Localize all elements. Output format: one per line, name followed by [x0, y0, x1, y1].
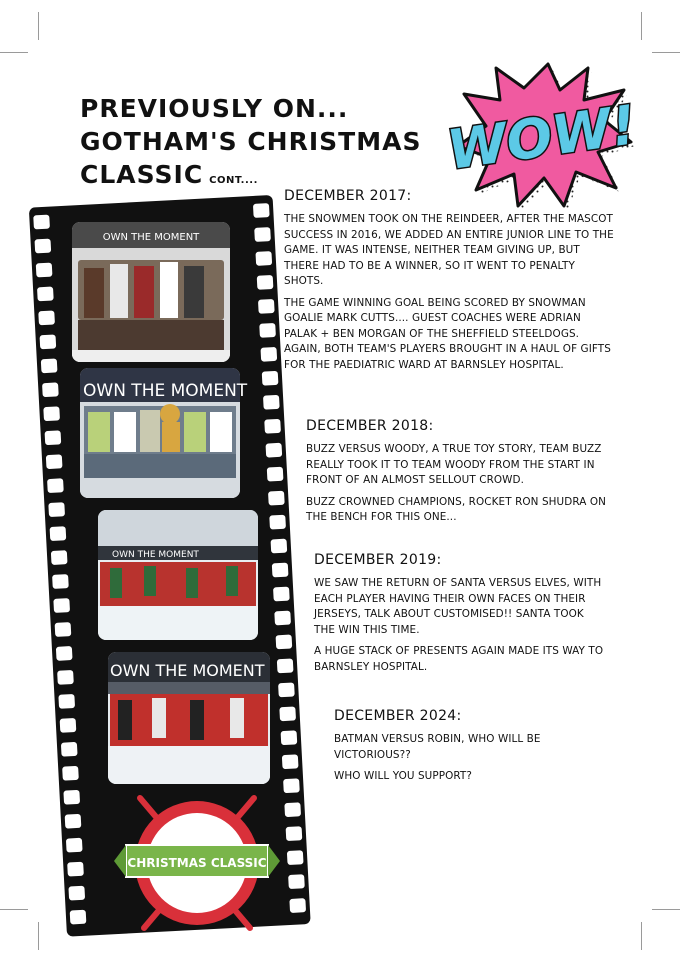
sprocket-hole: [63, 790, 80, 805]
wow-text: WOW!: [443, 93, 640, 182]
sprocket-hole: [67, 862, 84, 877]
title-line-3: CLASSIC: [80, 160, 204, 189]
sprocket-hole: [33, 215, 50, 230]
sprocket-hole: [70, 910, 87, 925]
sprocket-hole: [289, 898, 306, 913]
section-december-2019: [314, 552, 606, 681]
sprocket-hole: [47, 478, 64, 493]
section-heading: DECEMBER 2018:: [306, 418, 434, 434]
sprocket-hole: [269, 515, 286, 530]
sprocket-hole: [60, 718, 77, 733]
sprocket-hole: [274, 611, 291, 626]
sprocket-hole: [57, 670, 74, 685]
sprocket-hole: [48, 502, 65, 517]
crop-mark: [0, 909, 28, 910]
sprocket-hole: [283, 778, 300, 793]
section-paragraph: BUZZ VERSUS WOODY, A TRUE TOY STORY, TEAM BUZZ REALLY TOOK IT TO TEAM WOODY FROM THE START IN FRONT OF AN ALMOST SELLOUT CROWD.: [306, 443, 602, 486]
crop-mark: [38, 922, 39, 950]
sprocket-hole: [284, 802, 301, 817]
sprocket-hole: [50, 526, 67, 541]
photo-frame-2017: [72, 222, 230, 362]
sprocket-hole: [260, 347, 277, 362]
sprocket-hole: [255, 251, 272, 266]
section-december-2024: [334, 708, 554, 791]
sprocket-hole: [62, 766, 79, 781]
sprocket-hole: [258, 299, 275, 314]
sprocket-hole: [288, 874, 305, 889]
crop-mark: [38, 12, 39, 40]
crop-mark: [641, 922, 642, 950]
sprocket-hole: [45, 430, 62, 445]
continued-label: CONT....: [209, 175, 258, 186]
section-paragraph: A HUGE STACK OF PRESENTS AGAIN MADE ITS WAY TO BARNSLEY HOSPITAL.: [314, 645, 604, 673]
photo-banner: OWN THE MOMENT: [112, 550, 199, 560]
sprocket-hole: [287, 850, 304, 865]
page-title: [80, 92, 421, 197]
sprocket-hole: [273, 587, 290, 602]
sprocket-hole: [253, 203, 270, 218]
sprocket-hole: [277, 658, 294, 673]
sprocket-hole: [262, 371, 279, 386]
crop-mark: [652, 909, 680, 910]
section-paragraph: THE GAME WINNING GOAL BEING SCORED BY SNOWMAN GOALIE MARK CUTTS.... GUEST COACHES WERE ADRIAN PALAK + BEN MORGAN OF THE SHEFFIELD STEELDOGS. AGAIN, BOTH TEAM'S PLAYERS BROUGHT IN A HAUL OF GIFTS FOR THE PAEDIATRIC WARD AT BARNSLEY HOSPITAL.: [284, 296, 611, 371]
section-december-2018: [306, 418, 606, 532]
sprocket-hole: [61, 742, 78, 757]
sprocket-hole: [65, 814, 82, 829]
photo-banner: OWN THE MOMENT: [110, 661, 265, 680]
sprocket-hole: [51, 550, 68, 565]
sprocket-hole: [264, 419, 281, 434]
photo-banner: OWN THE MOMENT: [102, 232, 200, 243]
sprocket-hole: [271, 539, 288, 554]
sprocket-hole: [55, 622, 72, 637]
sprocket-hole: [257, 275, 274, 290]
sprocket-hole: [46, 454, 63, 469]
crop-mark: [652, 52, 680, 53]
sprocket-hole: [42, 382, 59, 397]
sprocket-hole: [267, 467, 284, 482]
sprocket-hole: [263, 395, 280, 410]
sprocket-hole: [40, 334, 57, 349]
section-december-2017: [284, 188, 616, 379]
sprocket-hole: [259, 323, 276, 338]
sprocket-hole: [53, 598, 70, 613]
photo-frame-2024: [108, 652, 270, 784]
sprocket-hole: [43, 406, 60, 421]
section-heading: DECEMBER 2019:: [314, 552, 442, 568]
title-line-1: PREVIOUSLY ON...: [80, 94, 349, 123]
sprocket-hole: [272, 563, 289, 578]
section-heading: DECEMBER 2017:: [284, 188, 412, 204]
sprocket-hole: [279, 706, 296, 721]
section-paragraph: BATMAN VERSUS ROBIN, WHO WILL BE VICTORIOUS??: [334, 733, 541, 761]
sprocket-hole: [281, 730, 298, 745]
sprocket-hole: [58, 694, 75, 709]
sprocket-hole: [278, 682, 295, 697]
sprocket-hole: [268, 491, 285, 506]
crop-mark: [0, 52, 28, 53]
sprocket-hole: [37, 287, 54, 302]
sprocket-hole: [68, 886, 85, 901]
sprocket-hole: [282, 754, 299, 769]
sprocket-hole: [41, 358, 58, 373]
photo-frame-2019: [98, 510, 258, 640]
section-paragraph: WHO WILL YOU SUPPORT?: [334, 770, 472, 782]
photo-frame-2018: [80, 368, 248, 498]
sprocket-hole: [265, 443, 282, 458]
section-paragraph: WE SAW THE RETURN OF SANTA VERSUS ELVES, WITH EACH PLAYER HAVING THEIR OWN FACES ON THEIR JERSEYS, TALK ABOUT CUSTOMISED!! SANTA TOOK THE WIN THIS TIME.: [314, 577, 602, 636]
logo-text: CHRISTMAS CLASSIC: [127, 856, 267, 870]
section-paragraph: THE SNOWMEN TOOK ON THE REINDEER, AFTER THE MASCOT SUCCESS IN 2016, WE ADDED AN ENTIRE JUNIOR LINE TO THE GAME. IT WAS INTENSE, NEITHER TEAM GIVING UP, BUT THERE HAD TO BE A WINNER, SO IT WENT TO PENALTY SHOTS.: [284, 213, 614, 287]
sprocket-hole: [52, 574, 69, 589]
sprocket-hole: [66, 838, 83, 853]
photo-banner: OWN THE MOMENT: [83, 381, 248, 401]
sprocket-hole: [276, 635, 293, 650]
sprocket-hole: [34, 239, 51, 254]
crop-mark: [641, 12, 642, 40]
title-line-2: GOTHAM'S CHRISTMAS: [80, 127, 422, 156]
sprocket-hole: [38, 310, 55, 325]
sprocket-hole: [254, 227, 271, 242]
section-paragraph: BUZZ CROWNED CHAMPIONS, ROCKET RON SHUDRA ON THE BENCH FOR THIS ONE...: [306, 495, 607, 523]
sprocket-hole: [36, 263, 53, 278]
sprocket-hole: [56, 646, 73, 661]
section-heading: DECEMBER 2024:: [334, 708, 462, 724]
sprocket-hole: [286, 826, 303, 841]
